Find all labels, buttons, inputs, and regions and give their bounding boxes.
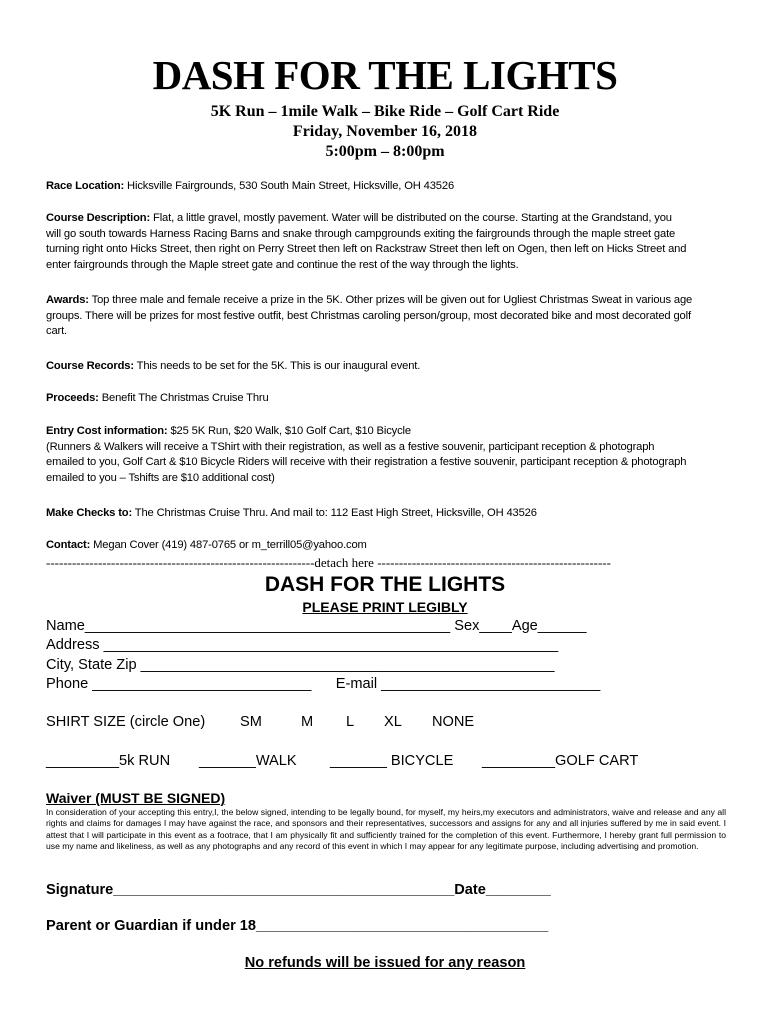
form-title: DASH FOR THE LIGHTS (264, 573, 506, 596)
event-option-5k-run[interactable]: _________5k RUN (46, 753, 171, 769)
entry-cost-value: $25 5K Run, $20 Walk, $10 Golf Cart, $10 Bicycle (167, 425, 411, 437)
event-option-golf-cart[interactable]: _________GOLF CART (482, 753, 639, 769)
entry-cost-line-3: emailed to you, Golf Cart & $10 Bicycle Riders will receive with their registration a festive souvenir, participant reception & photograph (46, 456, 687, 469)
phone-email-field[interactable]: Phone ___________________________ E-mail ___________________________ (46, 676, 601, 692)
course-line-3: turning right onto Hicks Street, then right on Perry Street then left on Rackstraw Street then left on Ogen, then left on Hicks Street and (46, 243, 687, 256)
entry-cost-line-4: emailed to you – Tshifts are $10 additional cost) (46, 471, 275, 484)
shirt-size-l[interactable]: L (346, 714, 355, 730)
proceeds-value: Benefit The Christmas Cruise Thru (98, 392, 269, 404)
course-description-label: Course Description: (46, 212, 151, 224)
proceeds (46, 391, 722, 407)
event-option-bicycle[interactable]: _______ BICYCLE (330, 753, 454, 769)
awards-line-3: cart. (46, 325, 68, 338)
race-location-value: Hicksville Fairgrounds, 530 South Main Street, Hicksville, OH 43526 (124, 180, 455, 192)
entry-cost-label: Entry Cost information: (46, 425, 168, 437)
contact-label: Contact: (46, 539, 91, 551)
event-option-walk[interactable]: _______WALK (199, 753, 297, 769)
entry-cost (46, 424, 722, 486)
course-records (46, 359, 722, 375)
name-field[interactable]: Name_____________________________________________ Sex____Age______ (46, 618, 587, 634)
make-checks (46, 506, 722, 522)
contact (46, 538, 722, 554)
course-records-value: This needs to be set for the 5K. This is our inaugural event. (133, 360, 421, 372)
race-location-label: Race Location: (46, 180, 125, 192)
proceeds-label: Proceeds: (46, 392, 99, 404)
shirt-size-sm[interactable]: SM (240, 714, 262, 730)
shirt-size-none[interactable]: NONE (432, 714, 475, 730)
awards (46, 293, 722, 340)
waiver-text: In consideration of your accepting this entry,I, the below signed, intending to be legally bound, for myself, my heirs,my executors and administrators, waive and release and any all rights and claims for damages I may have against the race, and sponsors and their representatives, successors and assigns for any and all injuries suffered by me in said event. I attest that I will participate in this event as a footrace, that I am physically fit and sufficiently trained for the completion of this event. Furthermore, I hereby grant full permission to use my name and likeliness, as well as any photographs and any record of this event in which I may appear for any legitimate purpose, including advertising and promotion. (46, 807, 726, 851)
address-field[interactable]: Address ________________________________________________________ (46, 637, 559, 653)
entry-cost-line-2: (Runners & Walkers will receive a TShirt with their registration, as well as a festive souvenir, participant reception & photograph (46, 440, 655, 453)
waiver-heading: Waiver (MUST BE SIGNED) (46, 790, 226, 806)
form-subtitle: PLEASE PRINT LEGIBLY (302, 599, 468, 615)
course-line-1: Flat, a little gravel, mostly pavement. Water will be distributed on the course. Starting at the Grandstand, you (150, 212, 672, 224)
shirt-size-m[interactable]: M (301, 714, 314, 730)
shirt-size-xl[interactable]: XL (384, 714, 402, 730)
events-subtitle: 5K Run – 1mile Walk – Bike Ride – Golf Cart Ride (210, 103, 560, 120)
guardian-field[interactable]: Parent or Guardian if under 18____________________________________ (46, 918, 549, 934)
page-title: DASH FOR THE LIGHTS (152, 52, 618, 98)
awards-line-1: Top three male and female receive a prize in the 5K. Other prizes will be given out for Ugliest Christmas Sweat in various age (88, 294, 693, 306)
detach-line: --------------------------------------------------------------detach here ------------------------------------------------------ (46, 555, 611, 570)
city-state-zip-field[interactable]: City, State Zip ___________________________________________________ (46, 657, 555, 673)
awards-line-2: groups. There will be prizes for most festive outfit, best Christmas caroling person/group, most decorated bike and most decorated golf (46, 309, 691, 322)
race-location (46, 179, 722, 195)
event-time: 5:00pm – 8:00pm (325, 143, 445, 160)
refund-notice: No refunds will be issued for any reason (244, 955, 526, 971)
course-line-2: will go south towards Harness Racing Barns and snake through campgrounds exiting the fairgrounds through the maple street gate (46, 227, 676, 240)
contact-value: Megan Cover (419) 487-0765 or m_terrill05@yahoo.com (90, 539, 367, 551)
awards-label: Awards: (46, 294, 89, 306)
make-checks-value: The Christmas Cruise Thru. And mail to: 112 East High Street, Hicksville, OH 43526 (132, 507, 537, 519)
make-checks-label: Make Checks to: (46, 507, 133, 519)
course-records-label: Course Records: (46, 360, 134, 372)
shirt-size-label: SHIRT SIZE (circle One) (46, 714, 206, 730)
signature-field[interactable]: Signature__________________________________________Date________ (46, 882, 551, 898)
event-date: Friday, November 16, 2018 (292, 123, 478, 140)
course-description (46, 211, 722, 273)
course-line-4: enter fairgrounds through the Maple street gate and continue the rest of the way through the lights. (46, 258, 519, 271)
